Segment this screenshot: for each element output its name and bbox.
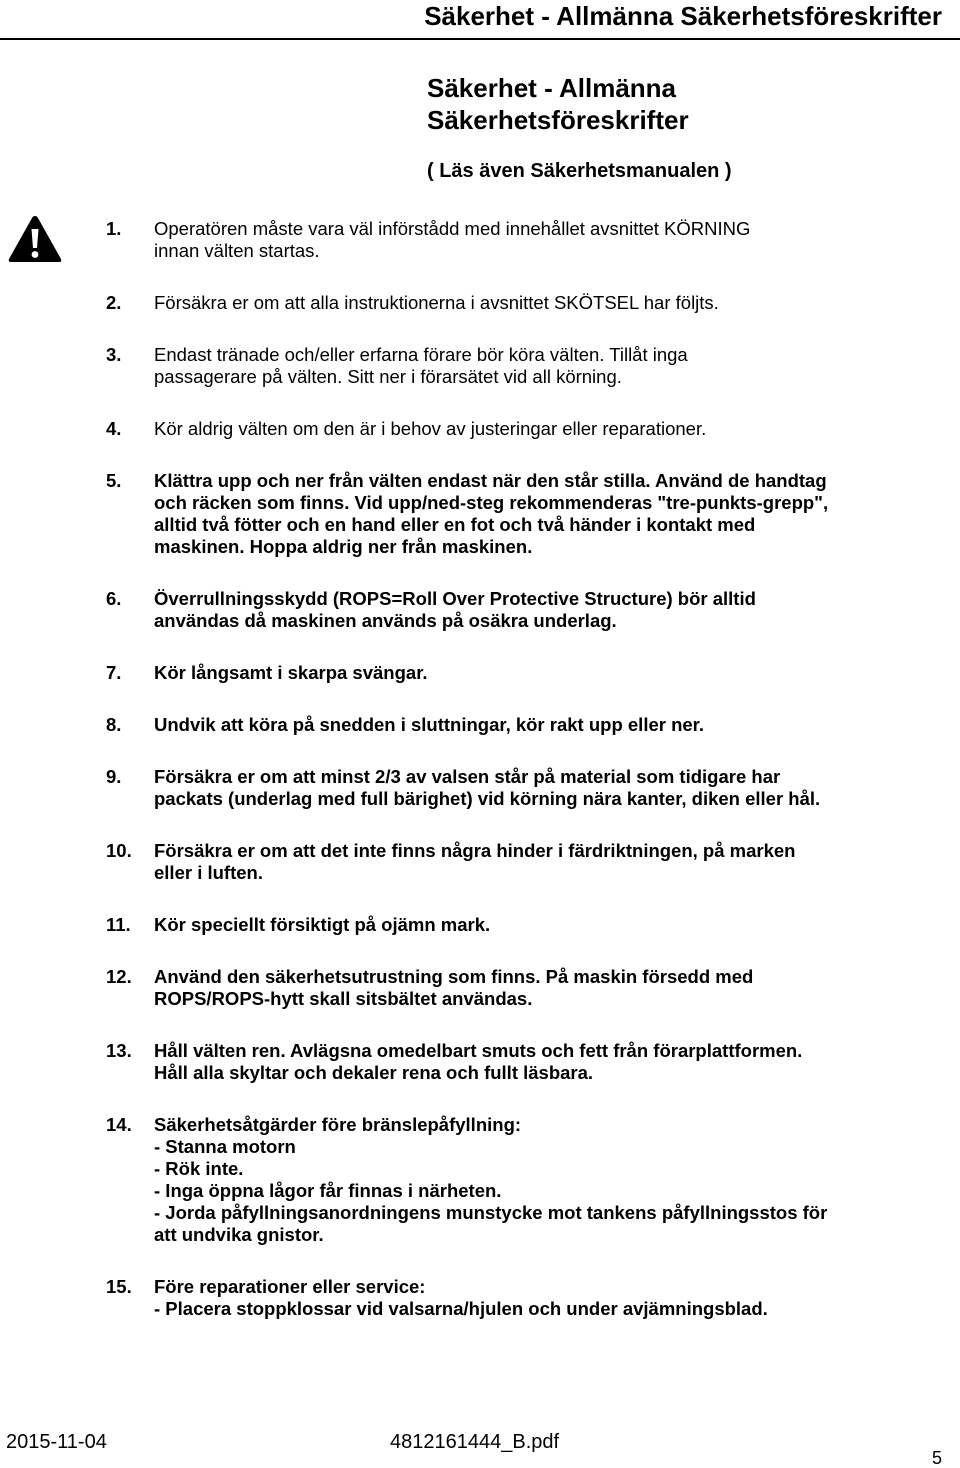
warning-triangle-icon [7,214,63,264]
list-item-text: Undvik att köra på snedden i sluttningar, kör rakt upp eller ner. [154,714,704,735]
list-item [106,914,951,936]
list-item-text: Endast tränade och/eller erfarna förare bör köra välten. Tillåt inga passagerare på välten. Sitt ner i förarsätet vid all körning. [154,344,688,387]
footer-date: 2015-11-04 [6,1431,107,1453]
running-header: Säkerhet - Allmänna Säkerhetsföreskrifter [424,1,942,31]
list-item [106,470,951,558]
list-item [106,766,951,810]
footer-document-name: 4812161444_B.pdf [390,1431,560,1453]
page-title-line-2: Säkerhetsföreskrifter [427,105,689,135]
list-item-number: 6. [106,588,122,609]
list-item [106,344,951,388]
list-item-text: Överrullningsskydd (ROPS=Roll Over Protective Structure) bör alltid användas då maskinen används på osäkra underlag. [154,588,756,631]
list-item-text: Håll välten ren. Avlägsna omedelbart smuts och fett från förarplattformen. Håll alla skyltar och dekaler rena och fullt läsbara. [154,1040,803,1083]
list-item-number: 8. [106,714,122,735]
list-item-text: Kör aldrig välten om den är i behov av justeringar eller reparationer. [154,418,707,439]
list-item-number: 11. [106,914,131,935]
list-item [106,840,951,884]
list-item [106,714,951,736]
list-item-text: Försäkra er om att minst 2/3 av valsen står på material som tidigare har packats (underlag med full bärighet) vid körning nära kanter, diken eller hål. [154,766,821,809]
list-item-text: Försäkra er om att det inte finns några hinder i färdriktningen, på marken eller i luften. [154,840,796,883]
list-item [106,218,951,262]
list-item-text: Klättra upp och ner från välten endast när den står stilla. Använd de handtag och räcken som finns. Vid upp/ned-steg rekommenderas "tre-punkts-grepp", alltid två fötter och en hand eller en fot och två händer i kontakt med maskinen. Hoppa aldrig ner från maskinen. [154,470,829,557]
page-title [427,72,927,136]
safety-rules-list [106,218,951,1350]
list-item [106,1114,951,1246]
list-item-number: 9. [106,766,122,787]
list-item-number: 2. [106,292,122,313]
list-item-number: 7. [106,662,122,683]
list-item-number: 10. [106,840,132,861]
page-subtitle: ( Läs även Säkerhetsmanualen ) [427,160,732,182]
list-item-text: Använd den säkerhetsutrustning som finns. På maskin försedd med ROPS/ROPS-hytt skall sitsbältet användas. [154,966,754,1009]
page-title-line-1: Säkerhet - Allmänna [427,73,677,103]
list-item-number: 5. [106,470,122,491]
list-item [106,966,951,1010]
list-item [106,1276,951,1320]
list-item [106,292,951,314]
list-item-number: 13. [106,1040,132,1061]
list-item-number: 1. [106,218,122,239]
list-item-number: 4. [106,418,122,439]
list-item-number: 12. [106,966,132,987]
list-item [106,1040,951,1084]
list-item [106,418,951,440]
footer-page-number: 5 [931,1448,942,1468]
list-item-text: Försäkra er om att alla instruktionerna i avsnittet SKÖTSEL har följts. [154,292,719,313]
list-item-text: Kör speciellt försiktigt på ojämn mark. [154,914,491,935]
list-item-text: Kör långsamt i skarpa svängar. [154,662,428,683]
header-divider [0,38,960,40]
list-item-text: Före reparationer eller service: - Placera stoppklossar vid valsarna/hjulen och under avjämningsblad. [154,1276,768,1319]
list-item-text: Operatören måste vara väl införstådd med innehållet avsnittet KÖRNING innan välten startas. [154,218,751,261]
list-item [106,662,951,684]
list-item-number: 3. [106,344,122,365]
list-item-number: 15. [106,1276,132,1297]
list-item-text: Säkerhetsåtgärder före bränslepåfyllning: - Stanna motorn - Rök inte. - Inga öppna lågor får finnas i närheten. - Jorda påfyllningsanordningens munstycke mot tankens påfyllningsstos för att undvika gnistor. [154,1114,828,1245]
list-item [106,588,951,632]
list-item-number: 14. [106,1114,132,1135]
